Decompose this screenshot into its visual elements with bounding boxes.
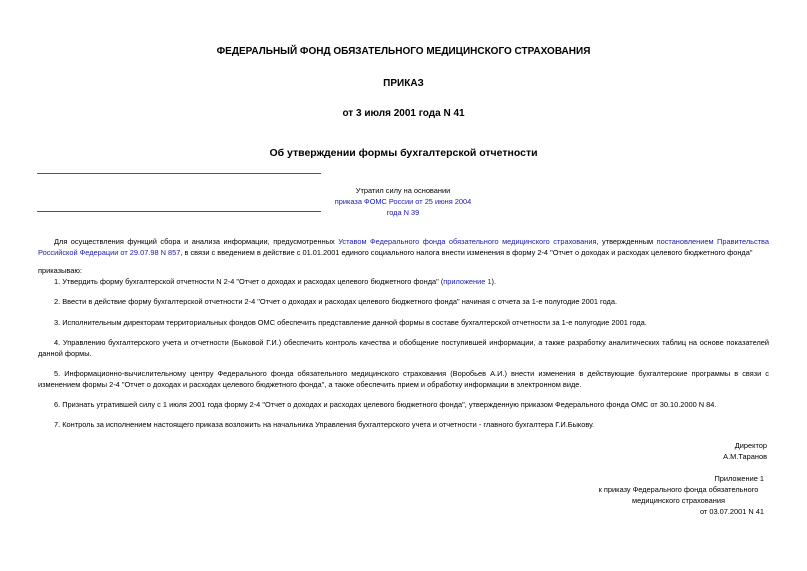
signature-name: А.М.Таранов — [723, 452, 767, 461]
order-item-4 — [38, 337, 769, 359]
appendix-line-2: медицинского страхования — [632, 496, 725, 505]
order-item-1-end: ). — [491, 277, 497, 286]
order-item-3 — [38, 317, 769, 328]
bottom-divider — [37, 211, 321, 212]
preamble-text-1: Для осуществления функций сбора и анализа информации, предусмотренных — [54, 237, 339, 246]
charter-link[interactable]: Уставом Федерального фонда обязательного медицинского страхования — [338, 237, 597, 246]
order-item-7-text: 7. Контроль за исполнением настоящего приказа возложить на начальника Управления бухгалтерского учета и отчетности - главного бухгалтера Г.И.Быкову. — [54, 420, 595, 429]
order-item-3-text: 3. Исполнительным директорам территориальных фондов ОМС обеспечить представление данной формы в составе бухгалтерской отчетности за 1-е полугодие 2001 года. — [54, 318, 647, 327]
appendix-1-link[interactable]: приложение 1 — [443, 277, 492, 286]
order-item-7 — [38, 419, 769, 430]
resolution-link[interactable]: постановлением Правительства Российской Федерации от 29.07.98 N 857 — [38, 237, 770, 257]
orders-word: приказываю: — [38, 266, 82, 275]
document-date: от 3 июля 2001 года N 41 — [342, 108, 465, 119]
appendix-line-1: к приказу Федерального фонда обязательного — [598, 485, 759, 494]
document-type: ПРИКАЗ — [383, 78, 424, 89]
order-item-1-text: 1. Утвердить форму бухгалтерской отчетности N 2-4 "Отчет о доходах и расходах целевого бюджетного фонда" ( — [54, 277, 444, 286]
signature-block — [723, 440, 767, 462]
top-divider — [37, 173, 321, 174]
document-title: Об утверждении формы бухгалтерской отчетности — [269, 147, 538, 159]
order-item-6 — [38, 399, 769, 410]
appendix-header — [590, 473, 767, 517]
appendix-line-3: от 03.07.2001 N 41 — [699, 507, 764, 516]
preamble-text-2: , утвержденным — [596, 237, 657, 246]
order-item-6-text: 6. Признать утратившей силу с 1 июля 2001 года форму 2-4 "Отчет о доходах и расходах целевого бюджетного фонда", утвержденную приказом Федерального фонда ОМС от 30.10.2000 N 84. — [54, 400, 717, 409]
lost-force-link[interactable]: приказа ФОМС России от 25 июня 2004 года N 39 — [334, 197, 472, 217]
signature-position: Директор — [734, 441, 767, 450]
order-item-2 — [38, 296, 769, 307]
order-item-5-text: 5. Информационно-вычислительному центру Федерального фонда обязательного медицинского страхования (Воробьев А.И.) внести изменения в действующие бухгалтерские программы в связи с изменением формы 2-4 "Отчет о доходах и расходах целевого бюджетного фонда", а также обеспечить прием и обработку информации в электронном виде. — [38, 369, 769, 389]
lost-force-text: Утратил силу на основании — [355, 186, 451, 195]
order-item-2-text: 2. Ввести в действие форму бухгалтерской отчетности 2-4 "Отчет о доходах и расходах целевого бюджетного фонда" начиная с отчета за 1-е полугодие 2001 года. — [54, 297, 618, 306]
preamble-paragraph — [38, 236, 769, 258]
order-item-4-text: 4. Управлению бухгалтерского учета и отчетности (Быковой Г.И.) обеспечить контроль качества и обобщение поступившей информации, а также разработку аналитических таблиц на основе показателей данной формы. — [38, 338, 769, 358]
lost-force-note — [330, 185, 476, 218]
order-item-1 — [38, 276, 769, 287]
appendix-label: Приложение 1 — [714, 474, 764, 483]
order-item-5 — [38, 368, 769, 390]
preamble-text-3: , в связи с введением в действие с 01.01.2001 единого социального налога внести изменения в форму 2-4 "Отчет о доходах и расходах целевого бюджетного фонда" — [180, 248, 753, 257]
organization-heading: ФЕДЕРАЛЬНЫЙ ФОНД ОБЯЗАТЕЛЬНОГО МЕДИЦИНСКОГО СТРАХОВАНИЯ — [216, 46, 591, 57]
